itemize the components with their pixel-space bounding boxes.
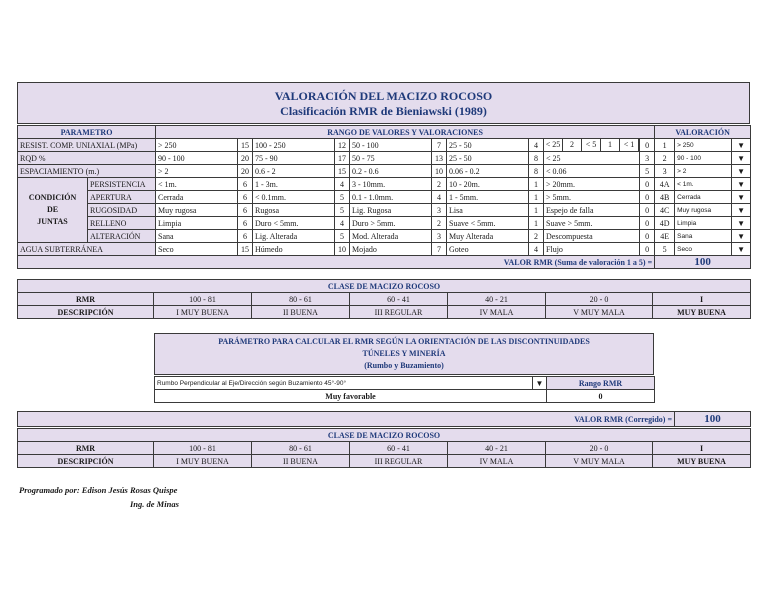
param-row xyxy=(18,165,751,178)
range-value: Descompuesta xyxy=(544,230,640,243)
range-value: Suave > 5mm. xyxy=(544,217,640,230)
rmr-main-table xyxy=(17,125,751,269)
clase-rmr-result: I xyxy=(653,293,751,306)
range-points: 6 xyxy=(238,217,253,230)
range-value: 100 - 250 xyxy=(253,139,335,152)
range-value: 50 - 100 xyxy=(350,139,432,152)
range-value: < 1m. xyxy=(156,178,238,191)
header-parametro: PARAMETRO xyxy=(18,126,156,139)
param-label: ESPACIAMIENTO (m.) xyxy=(18,165,156,178)
range-points: 6 xyxy=(238,178,253,191)
range-value: 75 - 90 xyxy=(253,152,335,165)
range-points: 1 xyxy=(529,204,544,217)
range-points: 4 xyxy=(529,243,544,256)
condicion-juntas-label xyxy=(18,178,88,243)
range-points: 7 xyxy=(432,243,447,256)
range-points: 6 xyxy=(238,204,253,217)
rango-rmr-label: Rango RMR xyxy=(547,377,655,390)
range-points: 5 xyxy=(335,204,350,217)
valoracion-select[interactable]: Muy rugosa xyxy=(675,204,732,217)
range-value: Limpia xyxy=(156,217,238,230)
range-value: Duro > 5mm. xyxy=(350,217,432,230)
range-value: < 25 xyxy=(544,152,640,165)
range-points: 5 xyxy=(335,191,350,204)
range-points: 7 xyxy=(432,139,447,152)
clase-desc-cell: III REGULAR xyxy=(350,455,448,468)
range-points: 0 xyxy=(640,230,655,243)
orient-table xyxy=(154,376,655,403)
valor-corregido-value: 100 xyxy=(675,412,751,427)
clase-rmr-cell: 20 - 0 xyxy=(546,293,653,306)
range-value: Rugosa xyxy=(253,204,335,217)
valoracion-select[interactable]: > 2 xyxy=(675,165,732,178)
condicion-juntas-line: DE xyxy=(46,205,59,214)
clase-desc-result: MUY BUENA xyxy=(653,306,751,319)
range-points: 2 xyxy=(563,139,582,151)
range-value: > 20mm. xyxy=(544,178,640,191)
rango-rmr-value: 0 xyxy=(547,390,655,403)
clase-title: CLASE DE MACIZO ROCOSO xyxy=(18,429,751,442)
param-label: AGUA SUBTERRÁNEA xyxy=(18,243,156,256)
range-points: 17 xyxy=(335,152,350,165)
valoracion-code: 5 xyxy=(655,243,675,256)
valor-corregido-table xyxy=(17,411,751,427)
chevron-down-icon[interactable]: ▼ xyxy=(732,178,751,191)
range-value: 3 - 10mm. xyxy=(350,178,432,191)
range-points: 10 xyxy=(432,165,447,178)
range-value: Flujo xyxy=(544,243,640,256)
range-value: > 5mm. xyxy=(544,191,640,204)
valoracion-code: 3 xyxy=(655,165,675,178)
range-points: 3 xyxy=(432,230,447,243)
clase-rmr-cell: 60 - 41 xyxy=(350,293,448,306)
clase-desc-cell: V MUY MALA xyxy=(546,455,653,468)
range-points: 1 xyxy=(529,178,544,191)
range-value: Sana xyxy=(156,230,238,243)
chevron-down-icon[interactable]: ▼ xyxy=(732,230,751,243)
range-value: Goteo xyxy=(447,243,529,256)
chevron-down-icon[interactable]: ▼ xyxy=(732,217,751,230)
chevron-down-icon[interactable]: ▼ xyxy=(732,191,751,204)
range-points: 15 xyxy=(238,243,253,256)
chevron-down-icon[interactable]: ▼ xyxy=(732,152,751,165)
range-points: 0 xyxy=(640,139,655,152)
valor-rmr-label: VALOR RMR (Suma de valoración 1 a 5) = xyxy=(18,256,655,269)
clase-desc-label: DESCRIPCIÓN xyxy=(18,455,154,468)
clase-rmr-cell: 80 - 61 xyxy=(252,442,350,455)
valoracion-select[interactable]: Limpia xyxy=(675,217,732,230)
param-row xyxy=(18,191,751,204)
range-points: 10 xyxy=(335,243,350,256)
range-points: 5 xyxy=(640,165,655,178)
clase-desc-cell: I MUY BUENA xyxy=(154,306,252,319)
range-points: 4 xyxy=(432,191,447,204)
range-value: Cerrada xyxy=(156,191,238,204)
range-value: Lig. Alterada xyxy=(253,230,335,243)
range-value: 10 - 20m. xyxy=(447,178,529,191)
header-valoracion: VALORACIÓN xyxy=(655,126,751,139)
range-value: Lisa xyxy=(447,204,529,217)
valoracion-select[interactable]: 90 - 100 xyxy=(675,152,732,165)
clase-desc-cell: II BUENA xyxy=(252,455,350,468)
range-value: 50 - 75 xyxy=(350,152,432,165)
param-row xyxy=(18,243,751,256)
range-value: Mojado xyxy=(350,243,432,256)
param-label: PERSISTENCIA xyxy=(88,178,156,191)
clase-rmr-cell: 100 - 81 xyxy=(154,293,252,306)
range-value: < 0.06 xyxy=(544,165,640,178)
range-value: Mod. Alterada xyxy=(350,230,432,243)
clase-rmr-label: RMR xyxy=(18,293,154,306)
range-value: Seco xyxy=(156,243,238,256)
range-value: 90 - 100 xyxy=(156,152,238,165)
clase-desc-cell: V MUY MALA xyxy=(546,306,653,319)
range-points: 4 xyxy=(529,139,544,152)
range-value: < 0.1mm. xyxy=(253,191,335,204)
valoracion-code: 1 xyxy=(655,139,675,152)
range-value: 0.06 - 0.2 xyxy=(447,165,529,178)
header-rango: RANGO DE VALORES Y VALORACIONES xyxy=(156,126,655,139)
clase-desc-cell: IV MALA xyxy=(448,455,546,468)
clase-rmr-cell: 40 - 21 xyxy=(448,293,546,306)
chevron-down-icon[interactable]: ▼ xyxy=(732,139,751,152)
valoracion-code: 2 xyxy=(655,152,675,165)
clase-desc-cell: I MUY BUENA xyxy=(154,455,252,468)
page-subtitle: Clasificación RMR de Bieniawski (1989) xyxy=(280,104,487,118)
footer-author: Programado por: Edison Jesús Rosas Quispe xyxy=(19,485,178,495)
valoracion-code: 4C xyxy=(655,204,675,217)
valor-corregido-label: VALOR RMR (Corregido) = xyxy=(18,412,675,427)
range-points: 6 xyxy=(238,230,253,243)
range-value: 1 - 3m. xyxy=(253,178,335,191)
clase-desc-cell: III REGULAR xyxy=(350,306,448,319)
range-value: > 250 xyxy=(156,139,238,152)
range-points: 0 xyxy=(640,191,655,204)
chevron-down-icon[interactable]: ▼ xyxy=(732,243,751,256)
range-value: Suave < 5mm. xyxy=(447,217,529,230)
range-points: 8 xyxy=(529,165,544,178)
range-value: 0.2 - 0.6 xyxy=(350,165,432,178)
orient-subtitle-2: (Rumbo y Buzamiento) xyxy=(364,361,444,370)
valor-rmr-value: 100 xyxy=(655,256,751,269)
param-row xyxy=(18,152,751,165)
clase-rmr-label: RMR xyxy=(18,442,154,455)
page-title: VALORACIÓN DEL MACIZO ROCOSO xyxy=(274,89,493,103)
clase-rmr-cell: 100 - 81 xyxy=(154,442,252,455)
orient-result: Muy favorable xyxy=(155,390,547,403)
range-points: 2 xyxy=(529,230,544,243)
param-label: RQD % xyxy=(18,152,156,165)
range-points: 12 xyxy=(335,139,350,152)
clase-rmr-cell: 60 - 41 xyxy=(350,442,448,455)
range-points: 4 xyxy=(335,217,350,230)
valoracion-select[interactable]: Sana xyxy=(675,230,732,243)
valoracion-code: 4B xyxy=(655,191,675,204)
valoracion-select[interactable]: > 250 xyxy=(675,139,732,152)
range-points: 0 xyxy=(640,217,655,230)
clase-rmr-cell: 20 - 0 xyxy=(546,442,653,455)
range-points: 0 xyxy=(640,243,655,256)
range-value: < 5 xyxy=(582,139,601,151)
orient-select[interactable]: Rumbo Perpendicular al Eje/Dirección según Buzamiento 45°-90° xyxy=(155,377,533,390)
condicion-juntas-line: JUNTAS xyxy=(37,217,68,226)
range-value: 1 - 5mm. xyxy=(447,191,529,204)
range-points: 1 xyxy=(601,139,620,151)
range-value: > 2 xyxy=(156,165,238,178)
range-points: 1 xyxy=(529,191,544,204)
range-points: 6 xyxy=(238,191,253,204)
param-row xyxy=(18,178,751,191)
range-points: 3 xyxy=(432,204,447,217)
range-points: 0 xyxy=(640,204,655,217)
param-label: RESIST. COMP. UNIAXIAL (MPa) xyxy=(18,139,156,152)
clase-rmr-cell: 80 - 61 xyxy=(252,293,350,306)
orient-title-block xyxy=(154,333,654,375)
range-value-group xyxy=(544,139,640,152)
range-points: 20 xyxy=(238,152,253,165)
range-value: Húmedo xyxy=(253,243,335,256)
range-value: Muy rugosa xyxy=(156,204,238,217)
range-points: 5 xyxy=(335,230,350,243)
clase-table-1 xyxy=(17,279,751,319)
orient-title: PARÁMETRO PARA CALCULAR EL RMR SEGÚN LA ORIENTACIÓN DE LAS DISCONTINUIDADES xyxy=(218,337,590,346)
range-points: 8 xyxy=(529,152,544,165)
orient-subtitle: TÚNELES Y MINERÍA xyxy=(362,349,446,358)
range-value: < 25 xyxy=(544,139,563,151)
range-value: Muy Alterada xyxy=(447,230,529,243)
range-points: 13 xyxy=(432,152,447,165)
clase-table-2 xyxy=(17,428,751,468)
range-value: Lig. Rugosa xyxy=(350,204,432,217)
range-points: 2 xyxy=(432,217,447,230)
clase-desc-label: DESCRIPCIÓN xyxy=(18,306,154,319)
range-points: 3 xyxy=(640,152,655,165)
valoracion-select[interactable]: Cerrada xyxy=(675,191,732,204)
clase-title: CLASE DE MACIZO ROCOSO xyxy=(18,280,751,293)
range-value: 0.1 - 1.0mm. xyxy=(350,191,432,204)
range-value: Espejo de falla xyxy=(544,204,640,217)
range-points: 20 xyxy=(238,165,253,178)
chevron-down-icon[interactable]: ▼ xyxy=(732,165,751,178)
range-points: 15 xyxy=(335,165,350,178)
param-label: RUGOSIDAD xyxy=(88,204,156,217)
valoracion-select[interactable]: < 1m. xyxy=(675,178,732,191)
clase-rmr-cell: 40 - 21 xyxy=(448,442,546,455)
range-value: 25 - 50 xyxy=(447,139,529,152)
valoracion-code: 4A xyxy=(655,178,675,191)
condicion-juntas-line: CONDICIÓN xyxy=(28,193,77,202)
range-points: 1 xyxy=(529,217,544,230)
clase-desc-result: MUY BUENA xyxy=(653,455,751,468)
param-row xyxy=(18,230,751,243)
range-points: 0 xyxy=(640,178,655,191)
param-label: RELLENO xyxy=(88,217,156,230)
range-value: 25 - 50 xyxy=(447,152,529,165)
range-points: 2 xyxy=(432,178,447,191)
param-label: APERTURA xyxy=(88,191,156,204)
title-block xyxy=(17,82,750,124)
range-value: 0.6 - 2 xyxy=(253,165,335,178)
param-row xyxy=(18,204,751,217)
valoracion-code: 4D xyxy=(655,217,675,230)
param-row xyxy=(18,139,751,152)
footer-role: Ing. de Minas xyxy=(130,499,179,509)
clase-desc-cell: II BUENA xyxy=(252,306,350,319)
clase-rmr-result: I xyxy=(653,442,751,455)
range-value: < 1 xyxy=(620,139,639,151)
clase-desc-cell: IV MALA xyxy=(448,306,546,319)
range-points: 15 xyxy=(238,139,253,152)
param-label: ALTERACIÓN xyxy=(88,230,156,243)
chevron-down-icon[interactable]: ▼ xyxy=(732,204,751,217)
range-points: 4 xyxy=(335,178,350,191)
chevron-down-icon[interactable]: ▼ xyxy=(533,377,547,390)
range-value: Duro < 5mm. xyxy=(253,217,335,230)
param-row xyxy=(18,217,751,230)
valoracion-code: 4E xyxy=(655,230,675,243)
valoracion-select[interactable]: Seco xyxy=(675,243,732,256)
